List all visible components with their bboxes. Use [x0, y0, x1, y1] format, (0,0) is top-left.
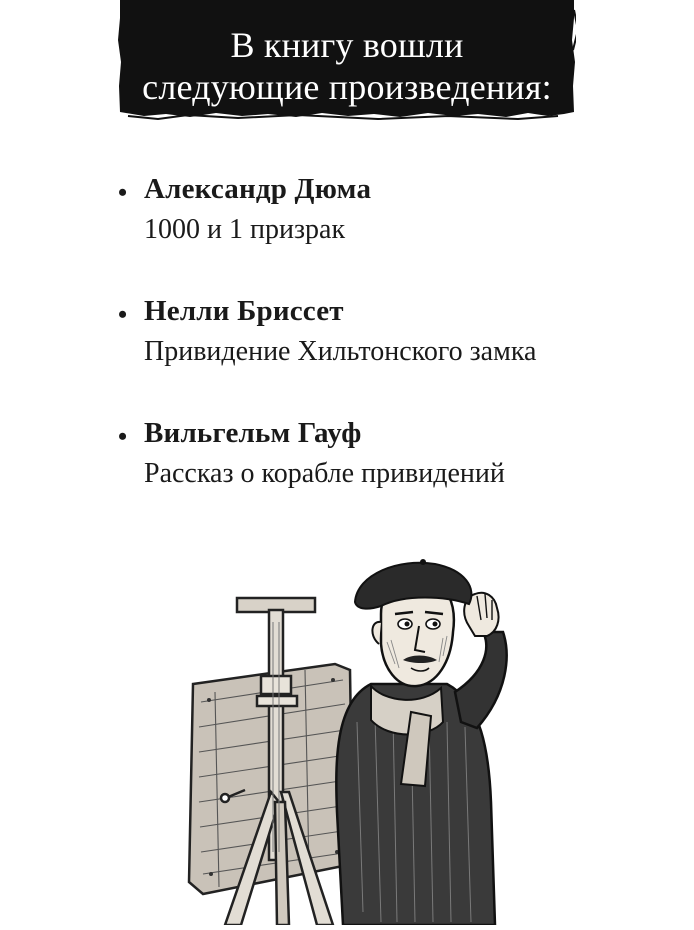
works-list: [118, 172, 678, 538]
list-item: [118, 416, 678, 492]
list-item: [118, 172, 678, 248]
work-title: 1000 и 1 призрак: [144, 214, 346, 245]
work-title: Рассказ о корабле привидений: [144, 458, 505, 489]
header-text: [118, 24, 576, 108]
work-author: Вильгельм Гауф: [144, 417, 362, 449]
header-banner: [118, 0, 576, 120]
bullet-icon: •: [118, 422, 128, 451]
painter-easel-drawing: [185, 552, 515, 925]
header-line-2: следующие произведения:: [142, 67, 552, 107]
painter-illustration: [185, 552, 515, 925]
painter-head-icon: [355, 559, 471, 686]
bullet-icon: •: [118, 178, 128, 207]
list-item: [118, 294, 678, 370]
work-author: Нелли Бриссет: [144, 295, 344, 327]
header-line-1: В книгу вошли: [230, 25, 464, 65]
work-title: Привидение Хильтонского замка: [144, 336, 537, 367]
work-author: Александр Дюма: [144, 173, 372, 205]
bullet-icon: •: [118, 300, 128, 329]
